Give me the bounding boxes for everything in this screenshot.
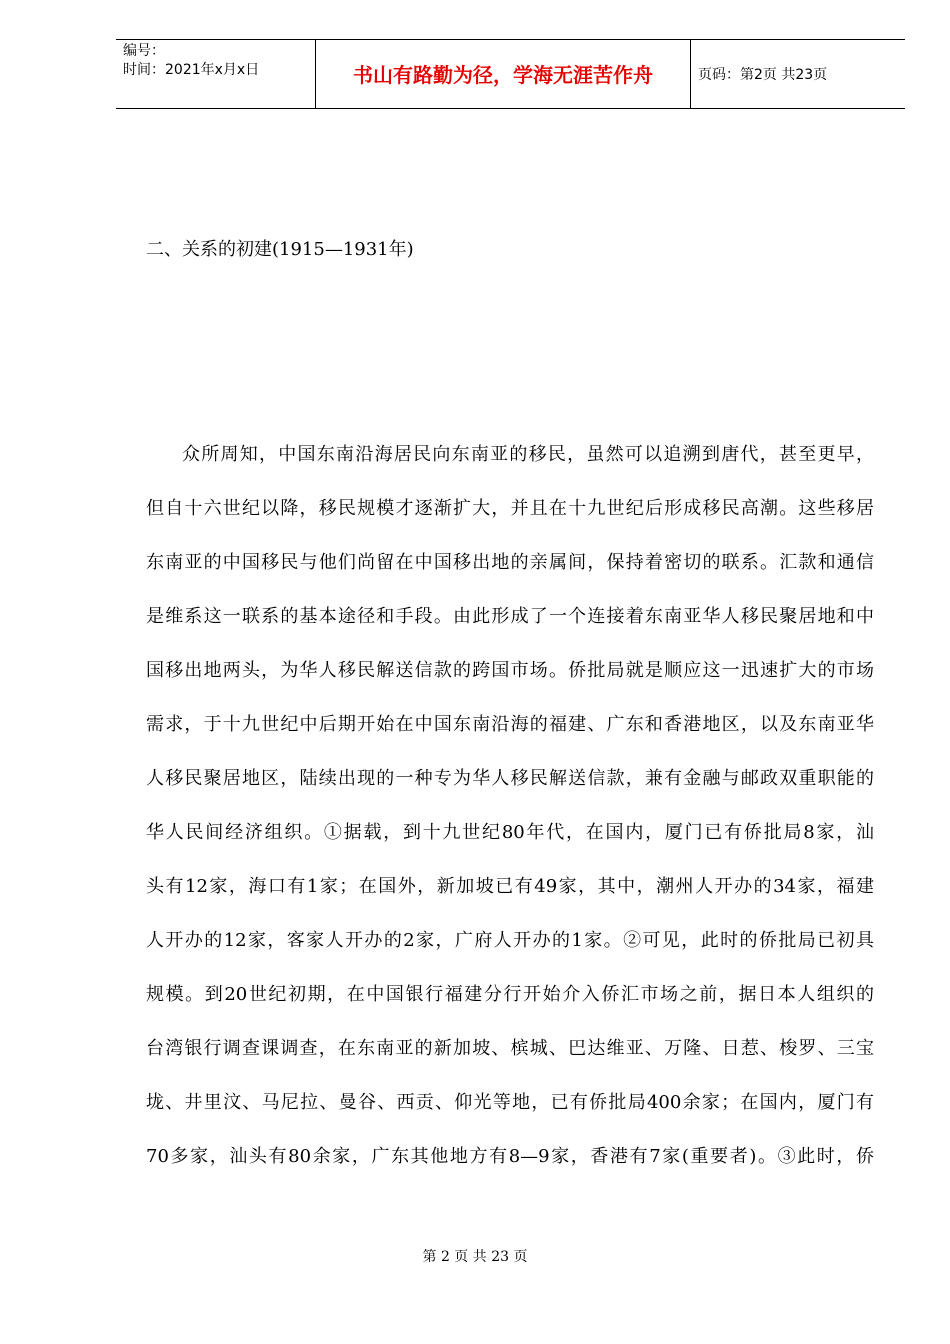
header-motto: 书山有路勤为径，学海无涯苦作舟 [353, 63, 653, 87]
paragraph-line: 需求，于十九世纪中后期开始在中国东南沿海的福建、广东和香港地区，以及东南亚华 [146, 714, 874, 735]
body-paragraph [146, 428, 874, 1184]
header-meta-cell [116, 40, 315, 108]
header-page-cell [690, 40, 905, 108]
paragraph-line: 台湾银行调查课调查，在东南亚的新加坡、槟城、巴达维亚、万隆、日惹、梭罗、三宝 [146, 1038, 874, 1059]
paragraph-line: 但自十六世纪以降，移民规模才逐渐扩大，并且在十九世纪后形成移民高潮。这些移居 [146, 498, 874, 519]
header-page-number: 页码：第2页 共23页 [698, 67, 828, 83]
paragraph-line: 众所周知，中国东南沿海居民向东南亚的移民，虽然可以追溯到唐代，甚至更早， [182, 444, 874, 465]
paragraph-line: 东南亚的中国移民与他们尚留在中国移出地的亲属间，保持着密切的联系。汇款和通信 [146, 552, 874, 573]
document-number-label: 编号： [123, 43, 165, 59]
paragraph-line: 人移民聚居地区，陆续出现的一种专为华人移民解送信款，兼有金融与邮政双重职能的 [146, 768, 874, 789]
paragraph-line: 国移出地两头，为华人移民解送信款的跨国市场。侨批局就是顺应这一迅速扩大的市场 [146, 660, 874, 681]
paragraph-line: 头有12家，海口有1家；在国外，新加坡已有49家，其中，潮州人开办的34家，福建 [146, 876, 874, 897]
header-motto-cell [315, 40, 691, 108]
page-header [116, 39, 905, 109]
paragraph-line: 垅、井里汶、马尼拉、曼谷、西贡、仰光等地，已有侨批局400余家；在国内，厦门有 [146, 1092, 874, 1113]
section-title: 二、关系的初建(1915—1931年) [146, 239, 414, 260]
paragraph-line: 规模。到20世纪初期，在中国银行福建分行开始介入侨汇市场之前，据日本人组织的 [146, 984, 874, 1005]
paragraph-line: 70多家，汕头有80余家，广东其他地方有8—9家，香港有7家(重要者)。③此时，侨 [146, 1146, 874, 1167]
document-time-label: 时间：2021年x月x日 [123, 62, 260, 78]
paragraph-line: 是维系这一联系的基本途径和手段。由此形成了一个连接着东南亚华人移民聚居地和中 [146, 606, 874, 627]
paragraph-line: 人开办的12家，客家人开办的2家，广府人开办的1家。②可见，此时的侨批局已初具 [146, 930, 874, 951]
page-footer: 第 2 页 共 23 页 [422, 1249, 528, 1265]
paragraph-line: 华人民间经济组织。①据载，到十九世纪80年代，在国内，厦门已有侨批局8家，汕 [146, 822, 874, 843]
